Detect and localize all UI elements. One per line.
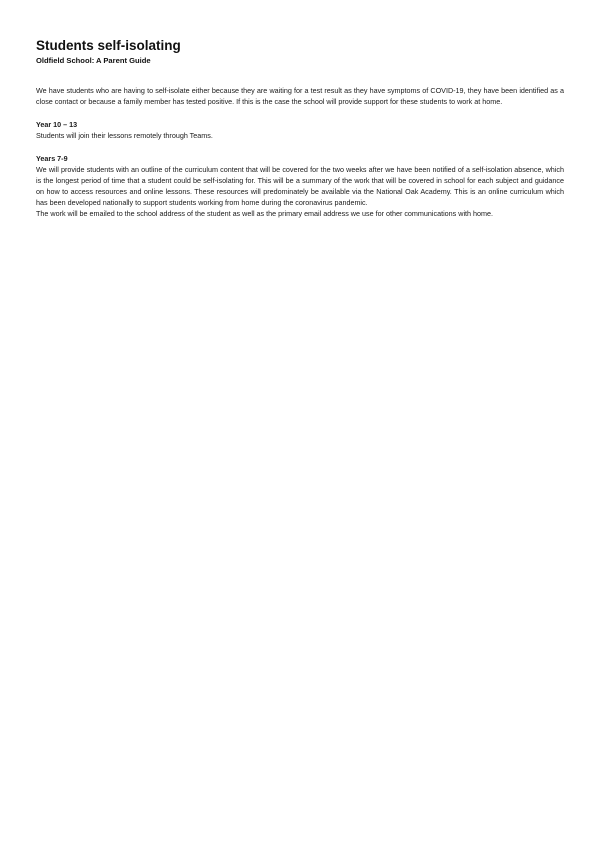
section-heading-years-7-9: Years 7-9 (36, 154, 68, 163)
section-paragraph-year-10-13: Students will join their lessons remotely through Teams. (36, 131, 213, 140)
section-paragraph-years-7-9-outline: We will provide students with an outline of the curriculum content that will be covered for the two weeks after we have been notified of a self-isolation absence, which is the longest period of time that a student could be self-isolating for. This will be a summary of the work that will be covered in school for each subject and guidance on how to access resources and online lessons. These resources will predominately be available via the National Oak Academy. This is an online curriculum which has been developed nationally to support students working from home during the coronavirus pandemic. (36, 165, 564, 207)
section-paragraph-years-7-9-email: The work will be emailed to the school address of the student as well as the primary email address we use for other communications with home. (36, 209, 494, 218)
page-title: Students self-isolating (36, 38, 181, 53)
page-subtitle: Oldfield School: A Parent Guide (36, 56, 151, 65)
document-content (36, 38, 564, 219)
section-heading-year-10-13: Year 10 – 13 (36, 120, 78, 129)
intro-paragraph: We have students who are having to self-isolate either because they are waiting for a test result as they have symptoms of COVID-19, they have been identified as a close contact or because a family member has tested positive. If this is the case the school will provide support for these students to work at home. (36, 86, 564, 106)
